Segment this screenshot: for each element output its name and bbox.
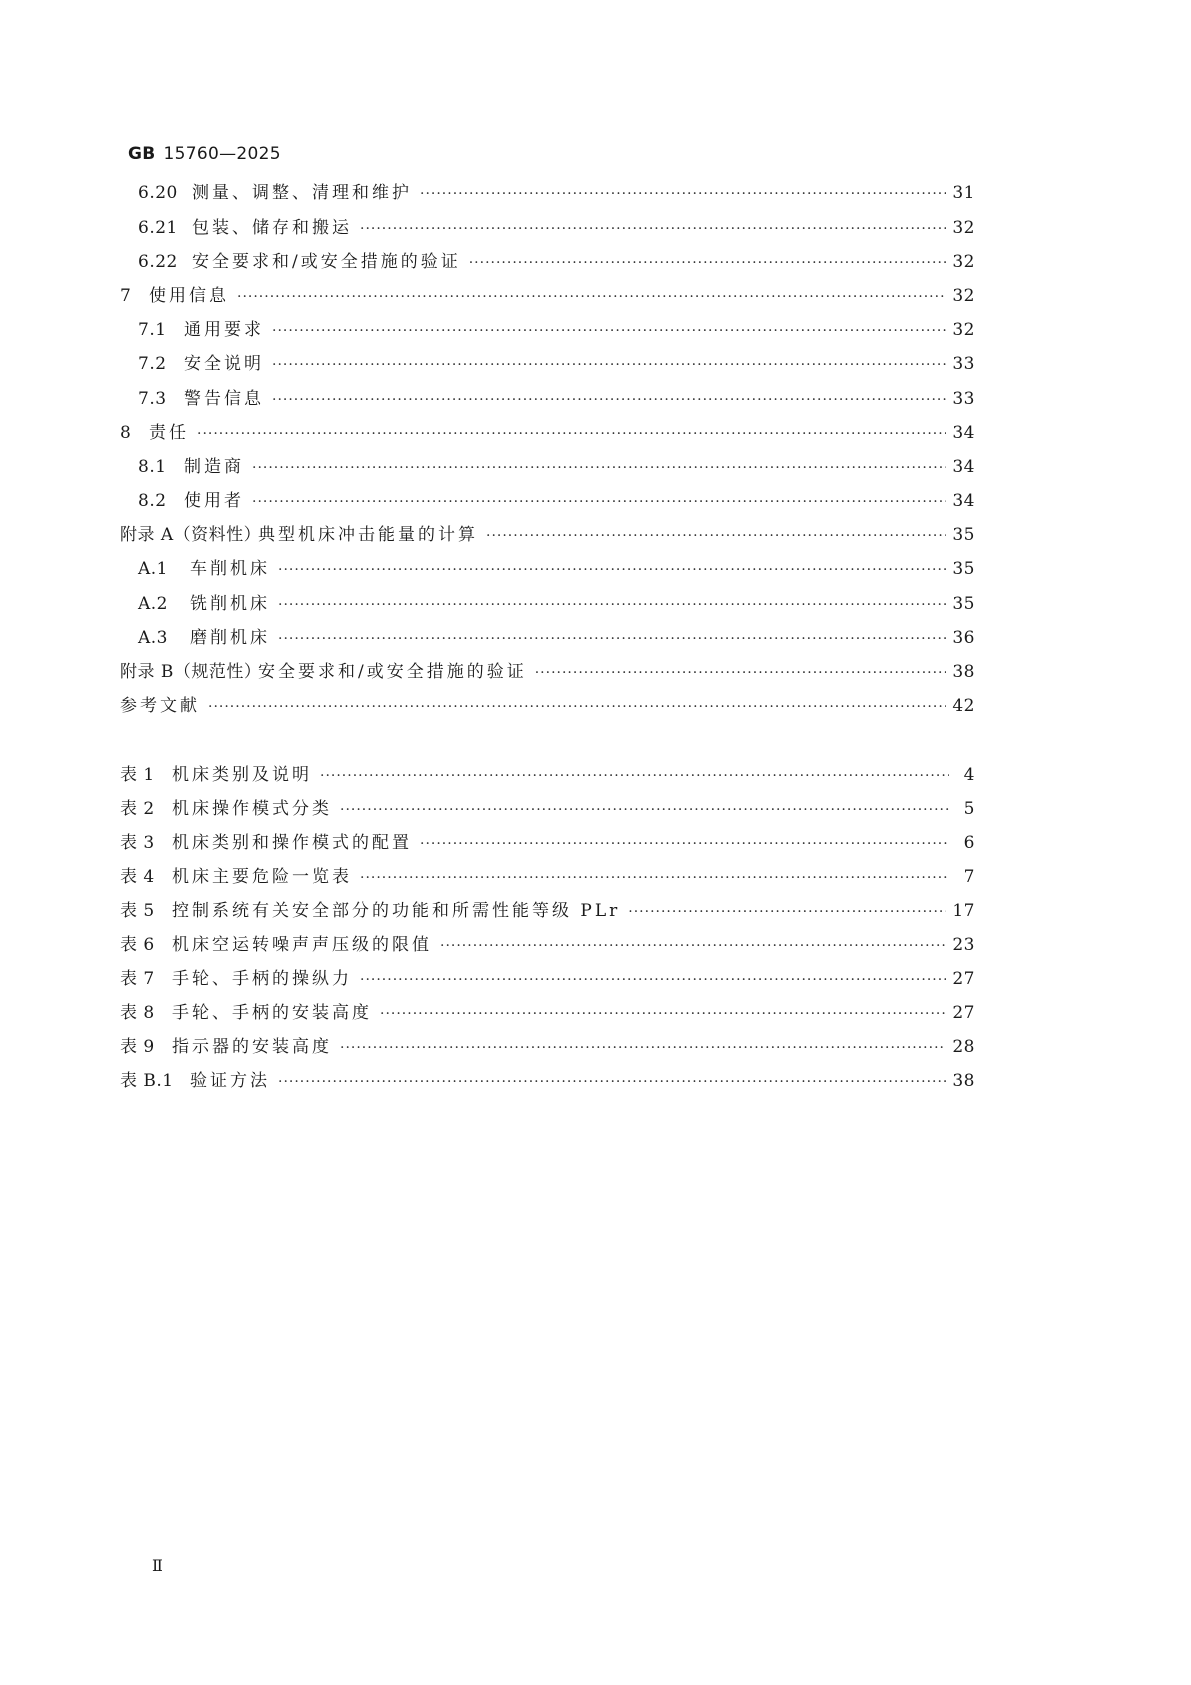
- document-header: [128, 144, 281, 164]
- toc-leader-dots: [469, 251, 947, 275]
- toc-entry-title: 车削机床: [190, 559, 270, 579]
- table-entry-title: 机床类别和操作模式的配置: [172, 833, 412, 853]
- toc-entry[interactable]: [138, 181, 975, 205]
- toc-entry-title: 责任: [149, 423, 189, 443]
- toc-entry[interactable]: [120, 523, 975, 547]
- toc-entry-title: 警告信息: [184, 389, 264, 409]
- table-entry-number: 表 B.1: [120, 1071, 174, 1091]
- toc-leader-dots: [278, 593, 946, 617]
- toc-leader-dots: [440, 934, 946, 958]
- toc-entry-number: 附录 A（资料性）: [120, 525, 262, 545]
- table-entry-page: 23: [952, 935, 975, 955]
- toc-leader-dots: [208, 695, 946, 719]
- toc-entry-page: 33: [952, 389, 975, 409]
- toc-leader-dots: [278, 627, 946, 651]
- table-entry-title: 控制系统有关安全部分的功能和所需性能等级 PLr: [172, 901, 621, 921]
- toc-entry-number: 6.22: [138, 252, 178, 272]
- toc-entry-title: 磨削机床: [190, 628, 270, 648]
- toc-leader-dots: [278, 558, 946, 582]
- toc-entry-title: 包装、储存和搬运: [192, 218, 352, 238]
- toc-leader-dots: [252, 456, 946, 480]
- toc-leader-dots: [272, 319, 946, 343]
- toc-entry-page: 35: [952, 525, 975, 545]
- toc-leader-dots: [420, 832, 949, 856]
- toc-entry-number: 7.3: [138, 389, 167, 409]
- toc-entry-title: 通用要求: [184, 320, 264, 340]
- toc-entry-page: 32: [952, 252, 975, 272]
- toc-entry[interactable]: [138, 250, 975, 274]
- toc-entry-number: 7.2: [138, 354, 167, 374]
- table-entry-number: 表 5: [120, 901, 155, 921]
- toc-leader-dots: [535, 661, 947, 685]
- toc-entry-number: 7.1: [138, 320, 167, 340]
- table-list-entry[interactable]: [120, 865, 975, 889]
- toc-leader-dots: [252, 490, 946, 514]
- toc-entry-number: 6.20: [138, 183, 178, 203]
- table-entry-number: 表 7: [120, 969, 155, 989]
- table-list-entry[interactable]: [120, 1069, 975, 1093]
- table-entry-number: 表 2: [120, 799, 155, 819]
- table-entry-title: 机床类别及说明: [172, 765, 312, 785]
- table-entry-title: 手轮、手柄的操纵力: [172, 969, 352, 989]
- toc-entry-page: 34: [952, 491, 975, 511]
- toc-entry-number: 6.21: [138, 218, 178, 238]
- standard-number: 15760—2025: [163, 144, 281, 164]
- toc-entry-page: 33: [952, 354, 975, 374]
- toc-leader-dots: [272, 353, 946, 377]
- table-entry-title: 机床操作模式分类: [172, 799, 332, 819]
- toc-leader-dots: [197, 422, 946, 446]
- table-entry-number: 表 9: [120, 1037, 155, 1057]
- table-entry-page: 7: [963, 867, 975, 887]
- toc-entry-title: 测量、调整、清理和维护: [192, 183, 412, 203]
- toc-entry-page: 32: [952, 320, 975, 340]
- toc-entry[interactable]: [138, 626, 975, 650]
- toc-entry[interactable]: [138, 592, 975, 616]
- toc-leader-dots: [278, 1070, 946, 1094]
- toc-entry-title: 典型机床冲击能量的计算: [258, 525, 478, 545]
- toc-entry-number: A.3: [138, 628, 168, 648]
- table-list-entry[interactable]: [120, 831, 975, 855]
- table-entry-page: 27: [952, 969, 975, 989]
- table-entry-number: 表 6: [120, 935, 155, 955]
- toc-entry[interactable]: [138, 455, 975, 479]
- table-entry-title: 验证方法: [190, 1071, 270, 1091]
- toc-entry[interactable]: [138, 318, 975, 342]
- table-entry-page: 27: [952, 1003, 975, 1023]
- table-entry-page: 4: [963, 765, 975, 785]
- table-entry-title: 手轮、手柄的安装高度: [172, 1003, 372, 1023]
- page-number: Ⅱ: [152, 1556, 163, 1575]
- table-list-entry[interactable]: [120, 1001, 975, 1025]
- toc-leader-dots: [320, 764, 949, 788]
- toc-entry-number: A.2: [138, 594, 168, 614]
- table-entry-number: 表 1: [120, 765, 155, 785]
- toc-entry-number: 7: [120, 286, 132, 306]
- table-entry-page: 17: [952, 901, 975, 921]
- toc-entry-page: 34: [952, 423, 975, 443]
- toc-leader-dots: [420, 182, 946, 206]
- toc-leader-dots: [340, 798, 949, 822]
- toc-entry-title: 使用者: [184, 491, 244, 511]
- toc-entry-title: 参考文献: [120, 696, 200, 716]
- toc-leader-dots: [628, 900, 946, 924]
- toc-entry[interactable]: [120, 421, 975, 445]
- toc-entry[interactable]: [138, 557, 975, 581]
- table-entry-page: 6: [963, 833, 975, 853]
- toc-leader-dots: [340, 1036, 946, 1060]
- toc-entry[interactable]: [138, 352, 975, 376]
- table-list-entry[interactable]: [120, 797, 975, 821]
- toc-entry-title: 安全说明: [184, 354, 264, 374]
- table-entry-number: 表 4: [120, 867, 155, 887]
- toc-entry[interactable]: [138, 216, 975, 240]
- toc-leader-dots: [380, 1002, 946, 1026]
- toc-leader-dots: [237, 285, 946, 309]
- toc-entry-page: 35: [952, 594, 975, 614]
- table-entry-page: 28: [952, 1037, 975, 1057]
- toc-entry-number: 8: [120, 423, 132, 443]
- table-entry-title: 机床主要危险一览表: [172, 867, 352, 887]
- toc-entry-number: 8.1: [138, 457, 167, 477]
- toc-entry-references[interactable]: [120, 694, 975, 718]
- table-entry-number: 表 8: [120, 1003, 155, 1023]
- toc-entry-title: 安全要求和/或安全措施的验证: [192, 252, 461, 272]
- toc-leader-dots: [272, 388, 946, 412]
- toc-entry[interactable]: [138, 489, 975, 513]
- toc-entry-title: 使用信息: [149, 286, 229, 306]
- toc-entry-page: 31: [952, 183, 975, 203]
- toc-entry[interactable]: [120, 284, 975, 308]
- toc-entry-title: 安全要求和/或安全措施的验证: [258, 662, 527, 682]
- table-entry-title: 机床空运转噪声声压级的限值: [172, 935, 432, 955]
- toc-entry-page: 42: [952, 696, 975, 716]
- table-entry-page: 5: [963, 799, 975, 819]
- standard-code: GB: [128, 144, 156, 164]
- toc-entry-page: 38: [952, 662, 975, 682]
- toc-entry-title: 铣削机床: [190, 594, 270, 614]
- toc-leader-dots: [360, 968, 946, 992]
- toc-entry-page: 36: [952, 628, 975, 648]
- table-entry-number: 表 3: [120, 833, 155, 853]
- table-list-entry[interactable]: [120, 967, 975, 991]
- table-list-entry[interactable]: [120, 763, 975, 787]
- toc-leader-dots: [360, 217, 946, 241]
- toc-entry[interactable]: [120, 660, 975, 684]
- toc-leader-dots: [360, 866, 949, 890]
- toc-entry-title: 制造商: [184, 457, 244, 477]
- toc-entry-number: 附录 B（规范性）: [120, 662, 262, 682]
- toc-entry-number: 8.2: [138, 491, 167, 511]
- toc-leader-dots: [486, 524, 946, 548]
- table-list-entry[interactable]: [120, 1035, 975, 1059]
- toc-entry-page: 34: [952, 457, 975, 477]
- toc-entry[interactable]: [138, 387, 975, 411]
- toc-entry-page: 32: [952, 286, 975, 306]
- toc-entry-number: A.1: [138, 559, 168, 579]
- table-entry-page: 38: [952, 1071, 975, 1091]
- toc-entry-page: 32: [952, 218, 975, 238]
- toc-entry-page: 35: [952, 559, 975, 579]
- table-list-entry[interactable]: [120, 899, 975, 923]
- table-list-entry[interactable]: [120, 933, 975, 957]
- table-entry-title: 指示器的安装高度: [172, 1037, 332, 1057]
